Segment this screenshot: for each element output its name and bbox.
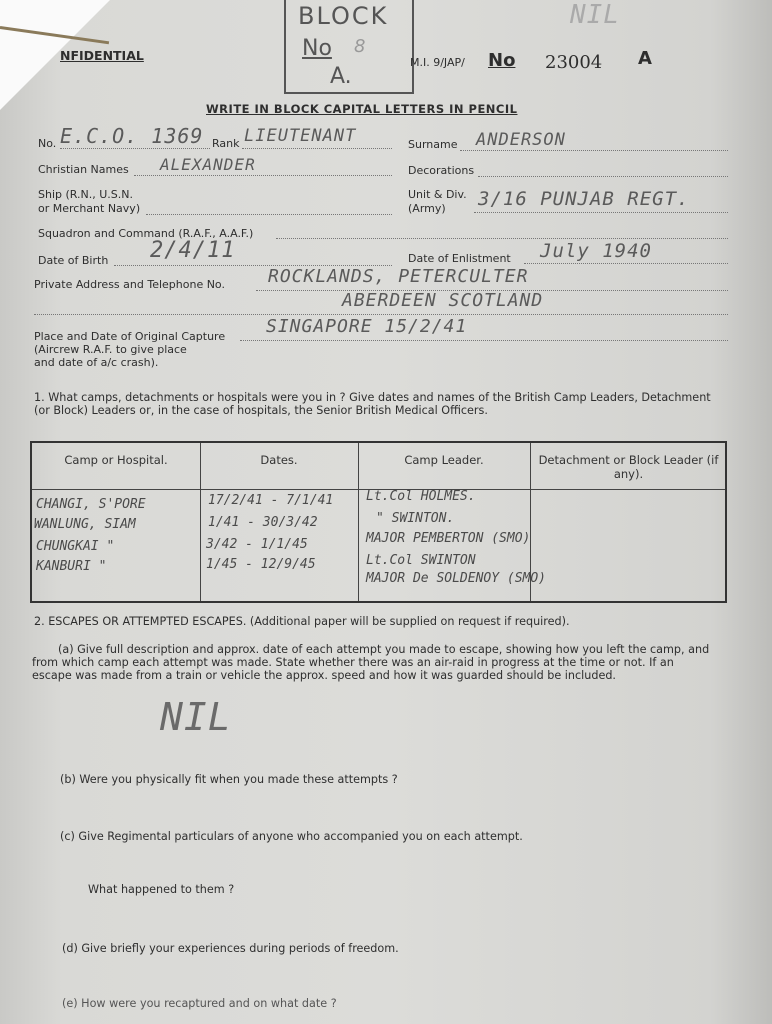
stamp-line2: No [302,36,332,61]
surname-label: Surname [408,138,458,151]
ms-reference: M.I. 9/JAP/ [410,56,465,69]
table-cell-leader: " SWINTON. [376,511,455,526]
question-2c-followup: What happened to them ? [88,883,235,896]
ship-label-2: or Merchant Navy) [38,202,141,215]
question-2a-line1: (a) Give full description and approx. date of each attempt you made to escape, showing how you left the camp, and [58,643,710,656]
table-header-detachment: Detachment or Block Leader (if any). [538,453,719,481]
table-cell-leader: MAJOR PEMBERTON (SMO) [366,531,531,546]
address-line1: ROCKLANDS, PETERCULTER [268,266,529,287]
serial-no-label: No [488,50,516,71]
christian-names-value: ALEXANDER [160,155,256,174]
no-label: No. [38,137,57,150]
stamp-line2-value: 8 [354,36,366,57]
camps-table [30,441,727,603]
question-1-line1: 1. What camps, detachments or hospitals were you in ? Give dates and names of the British Camp Leaders, Detachment [34,391,711,404]
table-cell-leader: Lt.Col SWINTON [366,553,476,568]
question-2a-line2: from which camp each attempt was made. State whether there was an air-raid in progress at the time or not. If an [32,656,674,669]
table-cell-leader: Lt.Col HOLMES. [366,489,476,504]
enlistment-label: Date of Enlistment [408,252,511,265]
table-cell-camp: CHUNGKAI " [36,539,115,554]
capture-value: SINGAPORE 15/2/41 [266,316,468,337]
address-line2: ABERDEEN SCOTLAND [342,290,544,311]
unit-label-1: Unit & Div. [408,188,467,201]
confidential-label: NFIDENTIAL [60,48,144,63]
rank-value: LIEUTENANT [244,126,357,146]
table-cell-dates: 1/45 - 12/9/45 [206,557,316,572]
table-cell-leader: MAJOR De SOLDENOY (SMO) [366,571,547,586]
stamp-line3: A. [330,64,352,89]
capture-label-3: and date of a/c crash). [34,356,159,369]
address-label: Private Address and Telephone No. [34,278,225,291]
stamp-line1: BLOCK [298,2,389,30]
block-stamp [284,0,414,94]
serial-no-value: 23004 [545,52,603,73]
question-2a-answer: NIL [160,695,232,739]
table-cell-camp: WANLUNG, SIAM [34,517,136,532]
christian-names-label: Christian Names [38,163,129,176]
rank-label: Rank [212,137,240,150]
table-header-dates: Dates. [260,453,298,467]
table-header-leader: Camp Leader. [404,453,484,467]
question-2d: (d) Give briefly your experiences during periods of freedom. [62,942,399,955]
squadron-label: Squadron and Command (R.A.F., A.A.F.) [38,227,254,240]
enlistment-value: July 1940 [540,240,652,262]
table-cell-dates: 1/41 - 30/3/42 [208,515,318,530]
question-2c: (c) Give Regimental particulars of anyone who accompanied you on each attempt. [60,830,523,843]
question-2-title: 2. ESCAPES OR ATTEMPTED ESCAPES. (Additional paper will be supplied on request if required). [34,615,570,628]
table-cell-camp: CHANGI, S'PORE [36,497,146,512]
question-1-line2: (or Block) Leaders or, in the case of hospitals, the Senior British Medical Officers. [34,404,488,417]
question-2a-line3: escape was made from a train or vehicle the approx. speed and how it was guarded should be included. [32,669,616,682]
capture-label-2: (Aircrew R.A.F. to give place [34,343,187,356]
table-header-camp: Camp or Hospital. [64,453,168,467]
series-letter: A [638,48,652,69]
question-2b: (b) Were you physically fit when you made these attempts ? [60,773,398,786]
instruction-heading: WRITE IN BLOCK CAPITAL LETTERS IN PENCIL [206,102,518,116]
table-cell-camp: KANBURI " [36,559,107,574]
corner-handwriting: NIL [570,0,620,30]
capture-label-1: Place and Date of Original Capture [34,330,226,343]
table-cell-dates: 17/2/41 - 7/1/41 [208,493,334,508]
ship-label-1: Ship (R.N., U.S.N. [38,188,133,201]
decorations-label: Decorations [408,164,475,177]
surname-value: ANDERSON [476,130,566,150]
unit-label-2: (Army) [408,202,446,215]
table-cell-dates: 3/42 - 1/1/45 [206,537,308,552]
dob-label: Date of Birth [38,254,109,267]
dob-value: 2/4/11 [150,238,236,263]
question-2e: (e) How were you recaptured and on what date ? [62,997,337,1010]
no-value: E.C.O. 1369 [60,124,204,148]
unit-value: 3/16 PUNJAB REGT. [478,188,690,210]
